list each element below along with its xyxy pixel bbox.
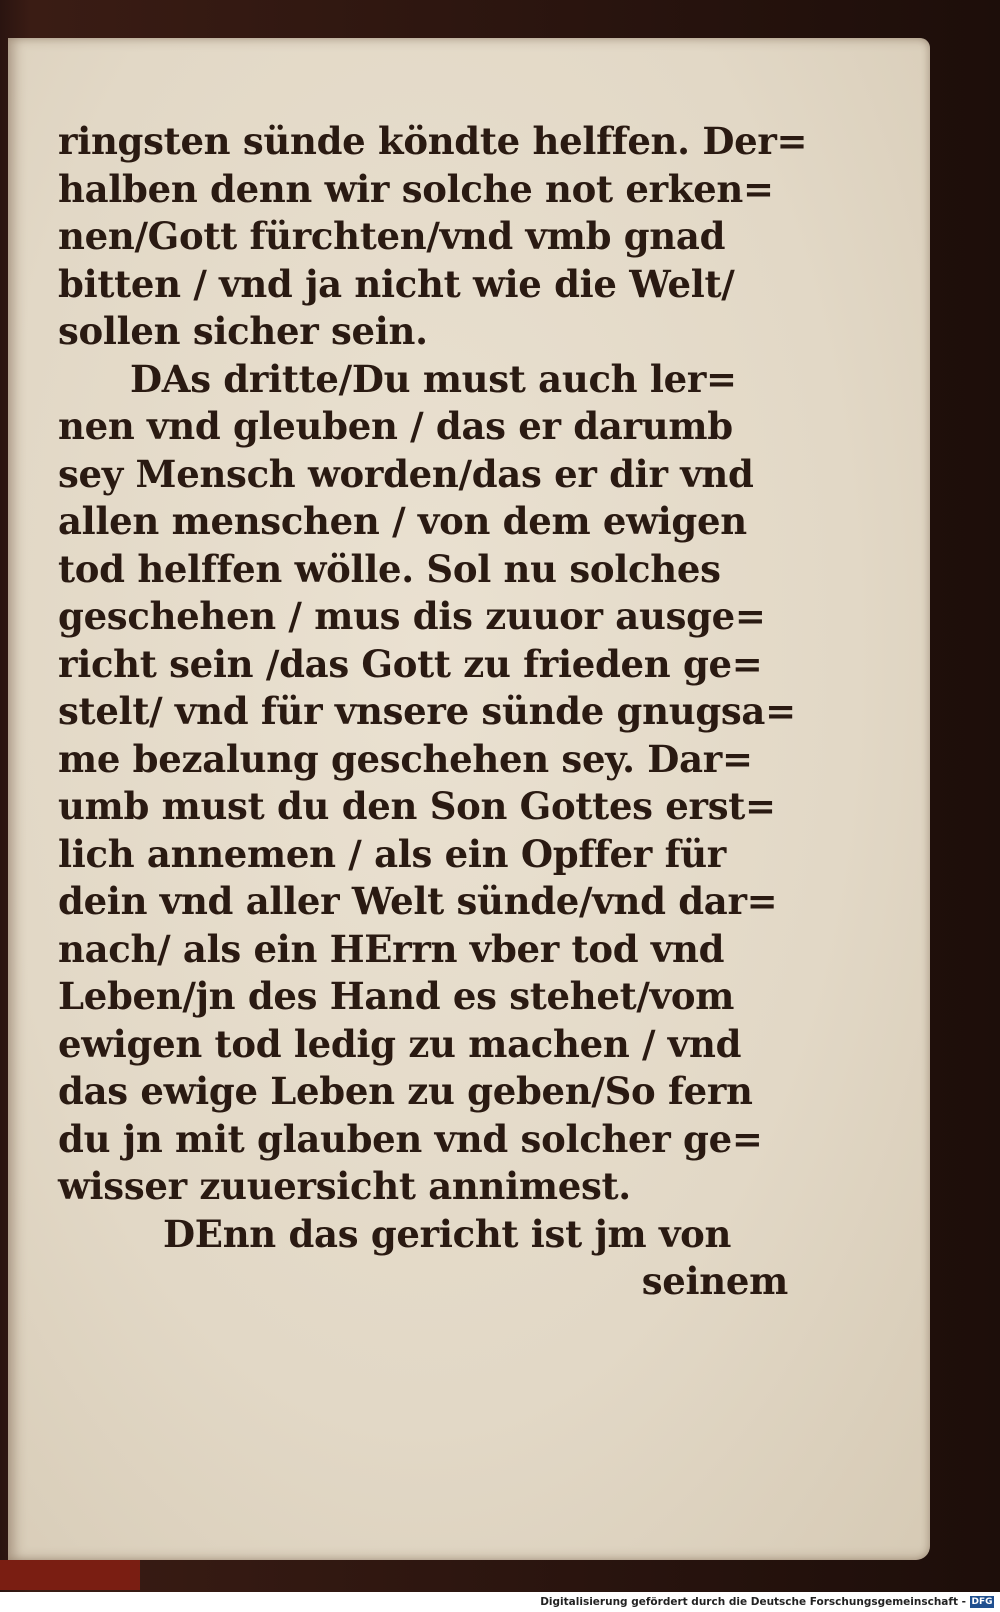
paragraph-start: DAs dritte/Du must auch ler= <box>130 356 737 401</box>
digitization-credit: Digitalisierung gefördert durch die Deutsche Forschungsgemeinschaft - <box>540 1596 966 1608</box>
binding-strip <box>0 1560 140 1590</box>
dfg-logo: DFG <box>971 1597 993 1607</box>
text-line: richt sein /das Gott zu frieden ge= <box>58 641 763 686</box>
text-line: me bezalung geschehen sey. Dar= <box>58 736 753 781</box>
text-line: bitten / vnd ja nicht wie die Welt/ <box>58 261 735 306</box>
text-line: sey Mensch worden/das er dir vnd <box>58 451 754 496</box>
text-line: nen/Gott fürchten/vnd vmb gnad <box>58 214 726 258</box>
text-line: dein vnd aller Welt sünde/vnd dar= <box>58 879 778 923</box>
text-line: umb must du den Son Gottes erst= <box>58 784 776 828</box>
text-line: lich annemen / als ein Opffer für <box>58 831 726 876</box>
text-line: nach/ als ein HErrn vber tod vnd <box>58 926 725 971</box>
text-line: du jn mit glauben vnd solcher ge= <box>58 1116 763 1161</box>
text-line: Leben/jn des Hand es stehet/vom <box>58 974 735 1018</box>
text-line: halben denn wir solche not erken= <box>58 166 774 211</box>
text-line: allen menschen / von dem ewigen <box>58 499 747 543</box>
text-line: ewigen tod ledig zu machen / vnd <box>58 1021 742 1066</box>
text-line: stelt/ vnd für vnsere sünde gnugsa= <box>58 689 796 733</box>
text-line: geschehen / mus dis zuuor ausge= <box>58 594 766 638</box>
text-line: sollen sicher sein. <box>58 309 428 353</box>
text-line: tod helffen wölle. Sol nu solches <box>58 546 721 591</box>
text-line: ringsten sünde köndte helffen. Der= <box>58 119 808 163</box>
text-line: wisser zuuersicht annimest. <box>58 1164 631 1208</box>
text-line: nen vnd gleuben / das er darumb <box>58 404 733 448</box>
text-line: das ewige Leben zu geben/So fern <box>58 1069 753 1113</box>
page-text <box>58 118 808 1306</box>
catchword: seinem <box>641 1259 788 1303</box>
paragraph-start: DEnn das gericht ist jm von <box>163 1211 732 1256</box>
